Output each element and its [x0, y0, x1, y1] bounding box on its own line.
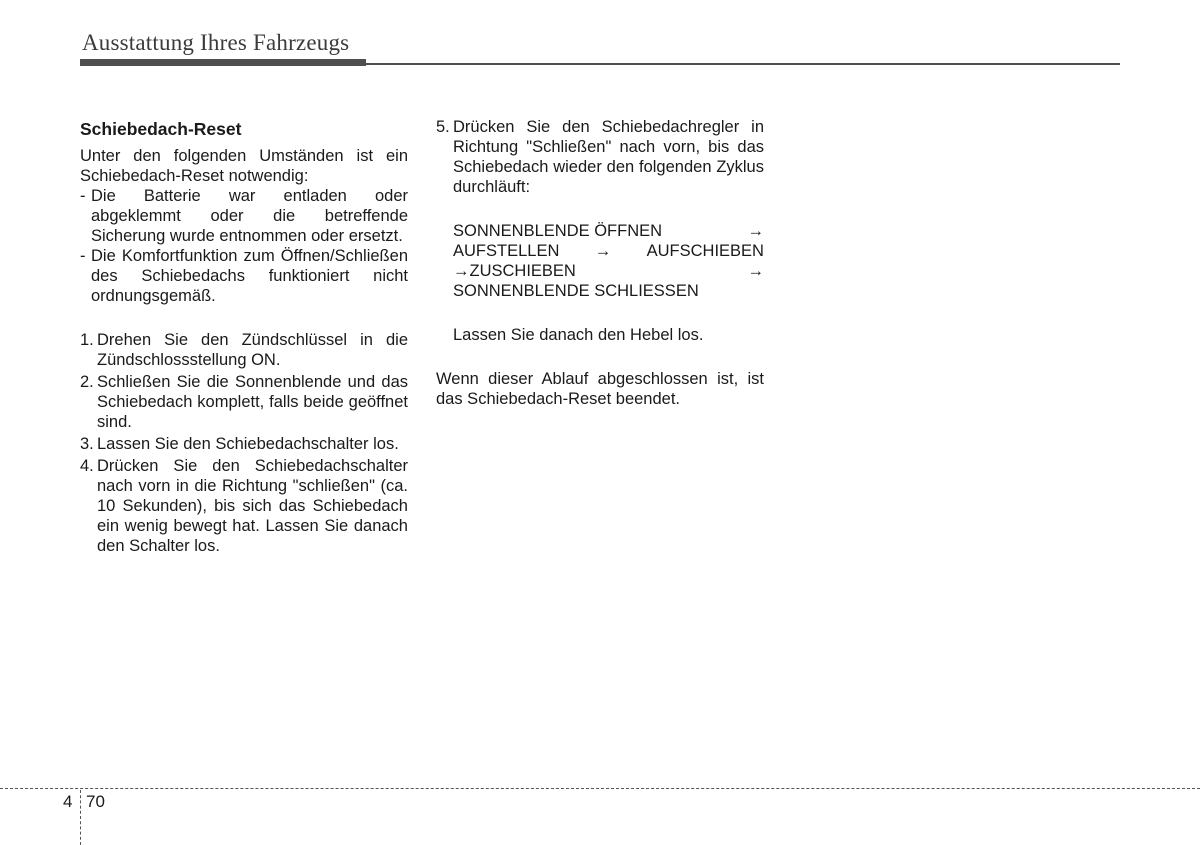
condition-text: Die Komfortfunktion zum Öffnen/Schließen des Schiebedachs funktioniert nicht ordnungsgemäß. [91, 247, 408, 305]
cycle-step: →ZUSCHIEBEN [453, 262, 576, 280]
condition-item [80, 246, 408, 306]
right-column [436, 117, 764, 409]
condition-list [80, 186, 408, 306]
conclusion-paragraph: Wenn dieser Ablauf abgeschlossen ist, ist das Schiebedach-Reset beendet. [436, 370, 764, 408]
cycle-step: SONNENBLENDE ÖFFNEN [453, 222, 663, 240]
intro-paragraph: Unter den folgenden Umständen ist ein Schiebedach-Reset notwendig: [80, 147, 408, 185]
chapter-number: 4 [63, 792, 73, 811]
step-item [80, 456, 408, 556]
left-column [80, 118, 408, 556]
step-text: Drücken Sie den Schiebedachregler in Richtung "Schließen" nach vorn, bis das Schiebedach wieder den folgenden Zyklus durchläuft: [453, 118, 764, 196]
step-text: Drehen Sie den Zündschlüssel in die Zündschlossstellung ON. [97, 331, 408, 369]
step-number: 5. [436, 118, 450, 136]
cycle-step: AUFSTELLEN [453, 242, 560, 260]
step-item [80, 372, 408, 432]
step-item [436, 117, 764, 197]
header-rule-thin [80, 63, 1120, 65]
arrow-icon: → [594, 242, 612, 260]
step-text: Schließen Sie die Sonnenblende und das Schiebedach komplett, falls beide geöffnet sind. [97, 373, 408, 431]
cycle-line [453, 241, 764, 261]
cycle-line [453, 221, 764, 241]
footer-divider [0, 788, 1200, 789]
step-number: 1. [80, 331, 94, 349]
cycle-step: SONNENBLENDE SCHLIESSEN [453, 282, 699, 300]
page-number: 70 [86, 792, 105, 811]
arrow-icon: → [747, 262, 764, 280]
step-item [80, 330, 408, 370]
cycle-line [453, 261, 764, 281]
section-heading: Schiebedach-Reset [80, 119, 242, 139]
cycle-line [453, 281, 764, 301]
step-number: 4. [80, 457, 94, 475]
step-item [80, 434, 408, 454]
step-text: Drücken Sie den Schiebedachschalter nach vorn in die Richtung "schließen" (ca. 10 Sekunden), bis sich das Schiebedach ein wenig bewegt hat. Lassen Sie danach den Schalter los. [97, 457, 408, 555]
release-instruction: Lassen Sie danach den Hebel los. [453, 326, 704, 344]
cycle-step: AUFSCHIEBEN [646, 242, 764, 260]
condition-item [80, 186, 408, 246]
footer-vertical-divider [80, 790, 81, 845]
cycle-sequence [436, 221, 764, 301]
dash-marker: - [80, 247, 86, 265]
dash-marker: - [80, 187, 86, 205]
arrow-icon: → [747, 222, 764, 240]
step-number: 3. [80, 435, 94, 453]
step-number: 2. [80, 373, 94, 391]
step-text: Lassen Sie den Schiebedachschalter los. [97, 435, 399, 453]
header-title: Ausstattung Ihres Fahrzeugs [82, 30, 350, 55]
step-list [80, 330, 408, 556]
condition-text: Die Batterie war entladen oder abgeklemmt oder die betreffende Sicherung wurde entnommen oder ersetzt. [91, 187, 408, 245]
